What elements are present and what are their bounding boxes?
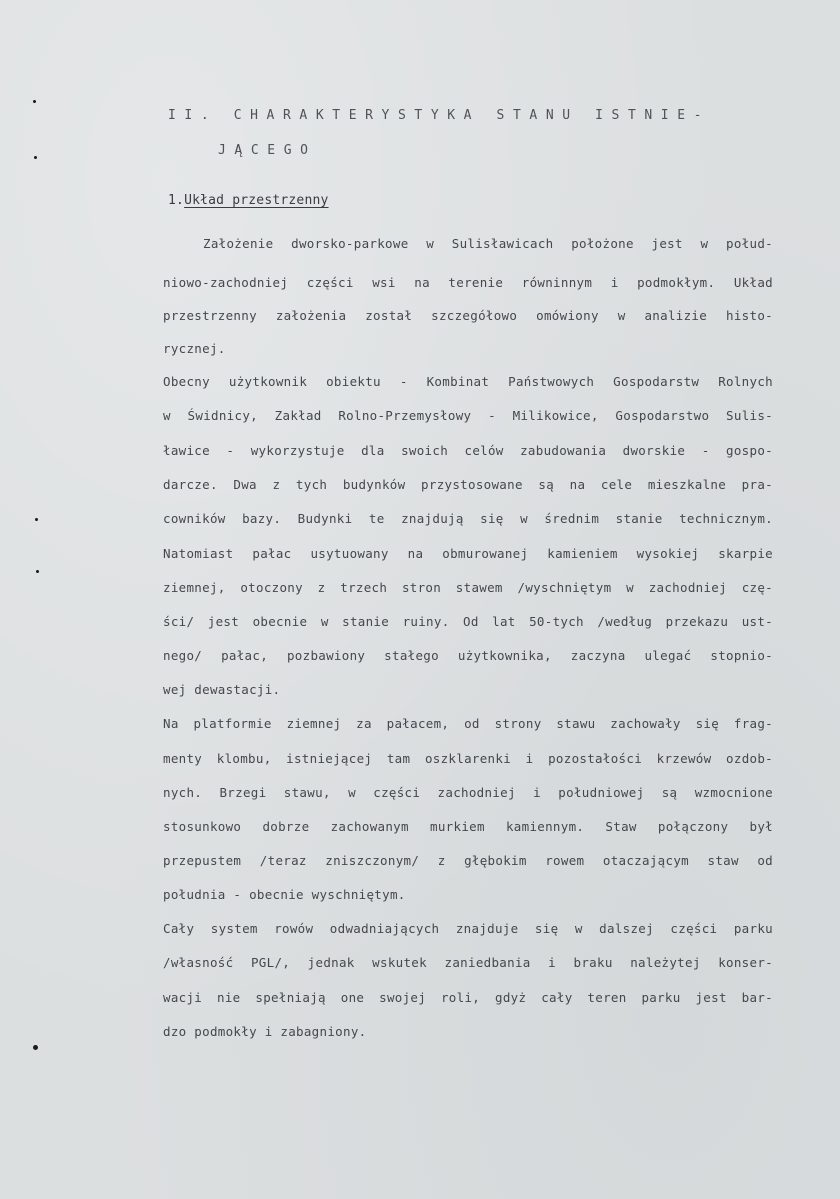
body-line: przepustem /teraz zniszczonym/ z głębokim rowem otaczającym staw od (163, 853, 773, 868)
body-line: wej dewastacji. (163, 682, 281, 697)
chapter-heading: II. CHARAKTERYSTYKA STANU ISTNIE- (168, 108, 711, 123)
body-line: Na platformie ziemnej za pałacem, od strony stawu zachowały się frag- (163, 716, 773, 731)
body-line: Cały system rowów odwadniających znajduje się w dalszej części parku (163, 921, 773, 936)
body-line: cowników bazy. Budynki te znajdują się w średnim stanie technicznym. (163, 511, 773, 526)
body-line: nych. Brzegi stawu, w części zachodniej i południowej są wzmocnione (163, 785, 773, 800)
body-line: dzo podmokły i zabagniony. (163, 1024, 367, 1039)
body-line: darcze. Dwa z tych budynków przystosowane są na cele mieszkalne pra- (163, 477, 773, 492)
body-line: w Świdnicy, Zakład Rolno-Przemysłowy - Milikowice, Gospodarstwo Sulis- (163, 408, 773, 423)
body-line: /własność PGL/, jednak wskutek zaniedbania i braku należytej konser- (163, 955, 773, 970)
body-line: Założenie dworsko-parkowe w Sulisławicach położone jest w połud- (203, 236, 773, 251)
body-line: niowo-zachodniej części wsi na terenie równinnym i podmokłym. Układ (163, 275, 773, 290)
body-line: Natomiast pałac usytuowany na obmurowanej kamieniem wysokiej skarpie (163, 546, 773, 561)
body-line: Obecny użytkownik obiektu - Kombinat Państwowych Gospodarstw Rolnych (163, 374, 773, 389)
body-line: menty klombu, istniejącej tam oszklarenki i pozostałości krzewów ozdob- (163, 751, 773, 766)
chapter-heading-continuation: JĄCEGO (218, 143, 317, 158)
margin-dot (33, 1045, 38, 1050)
body-line: stosunkowo dobrze zachowanym murkiem kamiennym. Staw połączony był (163, 819, 773, 834)
margin-dot (36, 570, 39, 573)
body-line: ławice - wykorzystuje dla swoich celów zabudowania dworskie - gospo- (163, 443, 773, 458)
section-title: Układ przestrzenny (184, 193, 329, 208)
section-number: 1. (168, 193, 185, 208)
margin-dot (34, 156, 37, 159)
body-line: rycznej. (163, 341, 226, 356)
margin-dot (33, 100, 36, 103)
section-heading (168, 193, 329, 208)
body-line: nego/ pałac, pozbawiony stałego użytkownika, zaczyna ulegać stopnio- (163, 648, 773, 663)
body-line: ziemnej, otoczony z trzech stron stawem /wyschniętym w zachodniej czę- (163, 580, 773, 595)
body-line: przestrzenny założenia został szczegółowo omówiony w analizie histo- (163, 308, 773, 323)
margin-dot (35, 518, 38, 521)
body-line: południa - obecnie wyschniętym. (163, 887, 406, 902)
body-line: wacji nie spełniają one swojej roli, gdyż cały teren parku jest bar- (163, 990, 773, 1005)
body-line: ści/ jest obecnie w stanie ruiny. Od lat 50-tych /według przekazu ust- (163, 614, 773, 629)
